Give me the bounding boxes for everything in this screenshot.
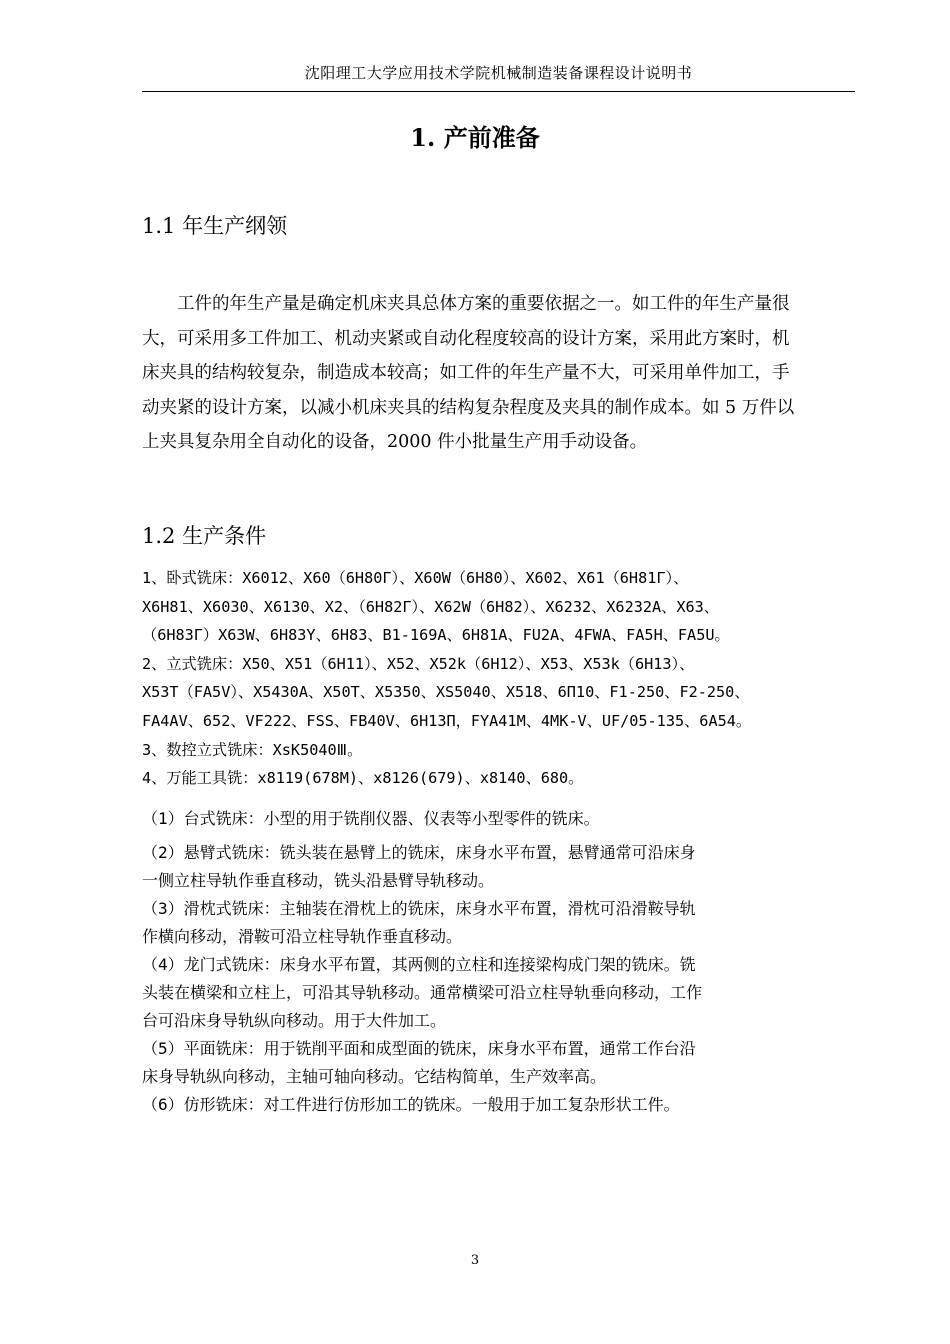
type-line: （1）台式铣床：小型的用于铣削仪器、仪表等小型零件的铣床。 xyxy=(142,809,600,828)
type-line: （2）悬臂式铣床：铣头装在悬臂上的铣床，床身水平布置，悬臂通常可沿床身 xyxy=(142,843,696,862)
type-line: （5）平面铣床：用于铣削平面和成型面的铣床，床身水平布置，通常工作台沿 xyxy=(142,1039,696,1058)
paragraph-line: 动夹紧的设计方案，以减小机床夹具的结构复杂程度及夹具的制作成本。如 5 万件以 xyxy=(142,397,795,418)
type-line: 头装在横梁和立柱上，可沿其导轨移动。通常横梁可沿立柱导轨垂向移动，工作 xyxy=(142,983,703,1002)
chapter-title: 1. 产前准备 xyxy=(410,123,540,152)
type-line: （4）龙门式铣床：床身水平布置，其两侧的立柱和连接梁构成门架的铣床。铣 xyxy=(142,955,696,974)
section-heading-1-2: 1.2 生产条件 xyxy=(142,524,267,548)
page-number: 3 xyxy=(470,1253,480,1268)
machine-line: 1、卧式铣床：X6012、X60（6H80Γ）、X60W（6H80）、X602、X61（6H81Γ）、 xyxy=(142,569,689,587)
type-line: （3）滑枕式铣床：主轴装在滑枕上的铣床，床身水平布置，滑枕可沿滑鞍导轨 xyxy=(142,899,696,918)
machine-line: X6H81、X6030、X6130、X2、（6H82Γ）、X62W（6H82）、X6232、X6232A、X63、 xyxy=(142,597,719,616)
paragraph-line: 床夹具的结构较复杂，制造成本较高；如工件的年生产量不大，可采用单件加工，手 xyxy=(142,363,790,383)
paragraph-line: 工件的年生产量是确定机床夹具总体方案的重要依据之一。如工件的年生产量很 xyxy=(142,294,790,314)
type-line: 台可沿床身导轨纵向移动。用于大件加工。 xyxy=(142,1011,447,1030)
type-line: （6）仿形铣床：对工件进行仿形加工的铣床。一般用于加工复杂形状工件。 xyxy=(142,1095,680,1114)
type-line: 作横向移动，滑鞍可沿立柱导轨作垂直移动。 xyxy=(142,927,463,946)
machine-line: 2、立式铣床：X50、X51（6H11）、X52、X52k（6H12）、X53、X53k（6H13）、 xyxy=(142,654,695,673)
machine-line: 4、万能工具铣：x8119(678M)、x8126(679)、x8140、680。 xyxy=(142,769,584,788)
type-line: 一侧立柱导轨作垂直移动，铣头沿悬臂导轨移动。 xyxy=(142,871,495,890)
page-header: 沈阳理工大学应用技术学院机械制造装备课程设计说明书 xyxy=(304,64,693,82)
paragraph-line: 上夹具复杂用全自动化的设备，2000 件小批量生产用手动设备。 xyxy=(142,432,648,452)
header-divider xyxy=(142,91,855,92)
machine-line: 3、数控立式铣床：XsK5040Ⅲ。 xyxy=(142,740,363,759)
machine-list xyxy=(142,564,854,793)
paragraph-line: 大，可采用多工件加工、机动夹紧或自动化程度较高的设计方案，采用此方案时，机 xyxy=(142,328,790,349)
machine-line: （6H83Γ）X63W、6H83Y、6H83、B1-169A、6H81A、FU2A、4FWA、FA5H、FA5U。 xyxy=(142,626,730,645)
milling-machine-types xyxy=(142,805,854,1119)
section-1-1-paragraph xyxy=(142,287,854,460)
section-heading-1-1: 1.1 年生产纲领 xyxy=(142,214,288,238)
machine-line: X53T（FA5V）、X5430A、X50T、X5350、XS5040、X518、6Π10、F1-250、F2-250、 xyxy=(142,683,750,702)
type-line: 床身导轨纵向移动，主轴可轴向移动。它结构简单，生产效率高。 xyxy=(142,1067,607,1086)
machine-line: FA4AV、652、VF222、FSS、FB40V、6H13Π，FYA41M、4MK-V、UF/05-135、6A54。 xyxy=(142,711,752,730)
